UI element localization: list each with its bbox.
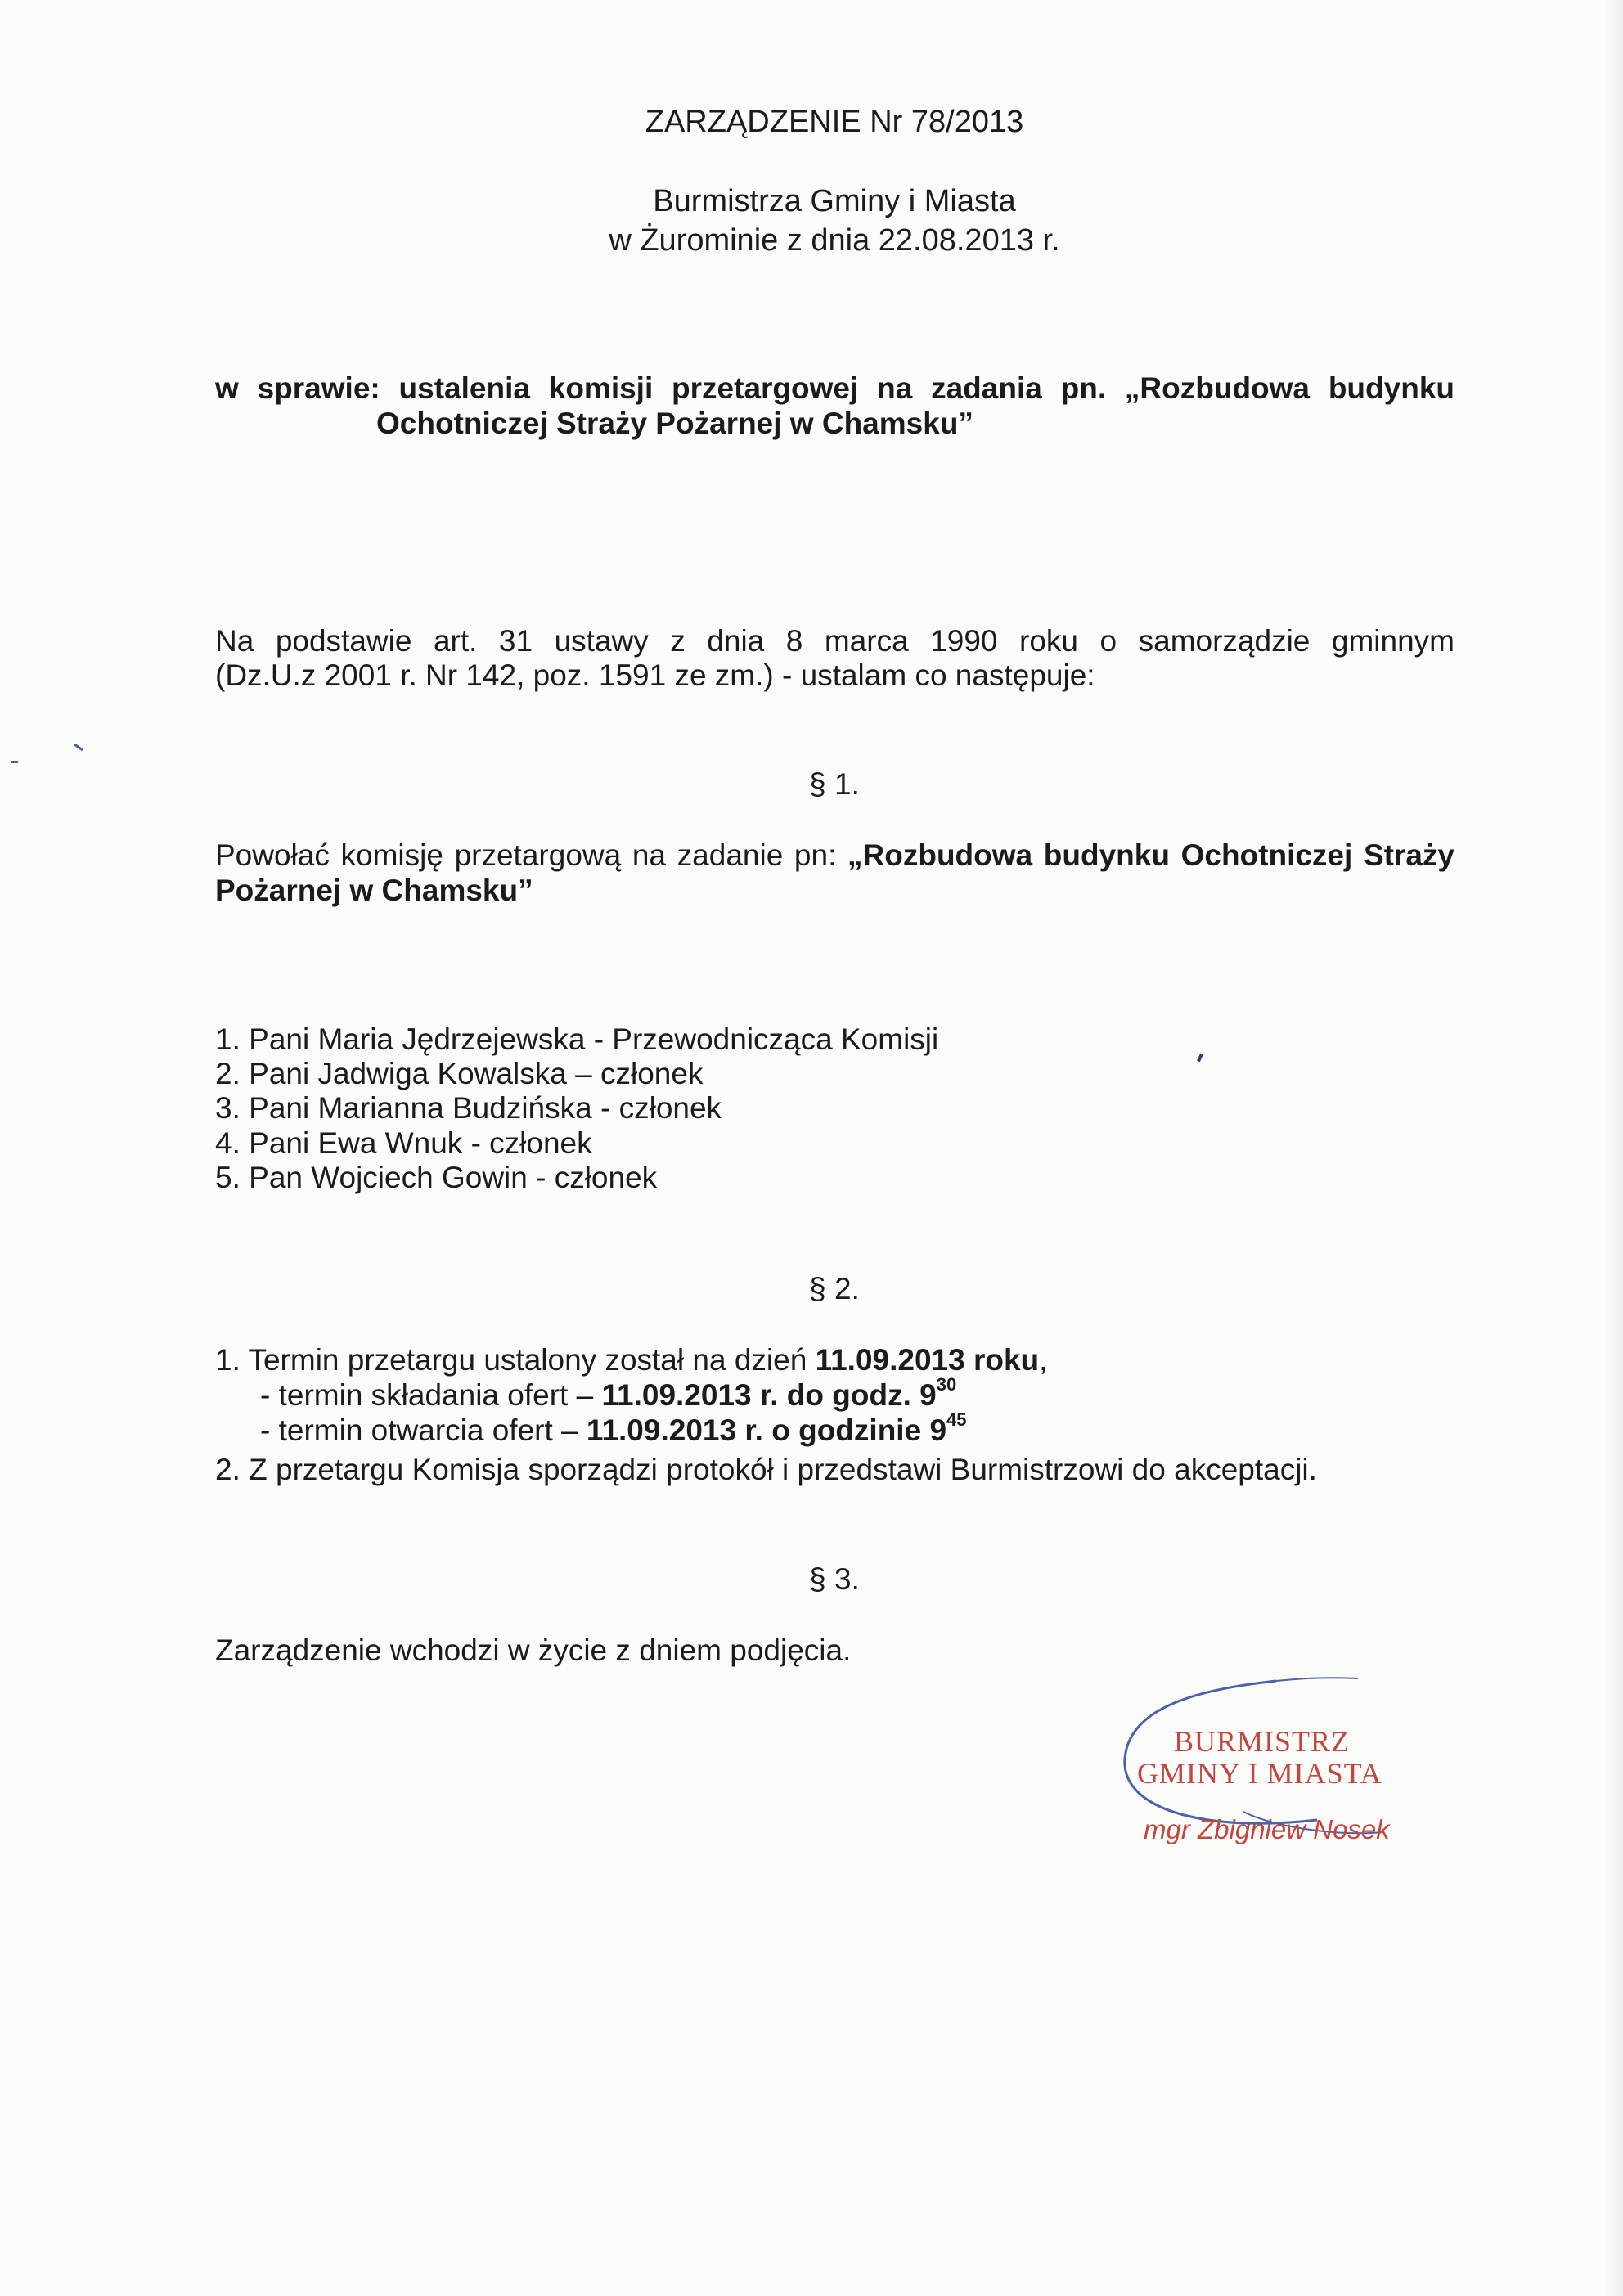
preamble-line-2: (Dz.U.z 2001 r. Nr 142, poz. 1591 ze zm.) - ustalam co następuje:	[215, 658, 1095, 692]
offer-submission-value: 11.09.2013 r. do godz. 9	[601, 1378, 937, 1412]
offer-opening-value: 11.09.2013 r. o godzinie 9	[586, 1413, 947, 1447]
offer-opening-minutes: 45	[946, 1409, 967, 1430]
tender-date-label: 1. Termin przetargu ustalony został na dzień	[215, 1343, 816, 1377]
effective-clause: Zarządzenie wchodzi w życie z dniem podjęcia.	[215, 1633, 852, 1667]
subject-line-1: w sprawie: ustalenia komisji przetargowej na zadania pn. „Rozbudowa budynku	[215, 371, 1454, 405]
protocol-line: 2. Z przetargu Komisja sporządzi protokół i przedstawi Burmistrzowi do akceptacji.	[215, 1453, 1317, 1486]
member-5: 5. Pan Wojciech Gowin - członek	[215, 1161, 658, 1194]
issuer-line-2: w Żurominie z dnia 22.08.2013 r.	[609, 223, 1060, 258]
offer-opening-line	[260, 1409, 967, 1448]
stamp-title: BURMISTRZ	[1174, 1725, 1351, 1758]
stamp-office: GMINY I MIASTA	[1137, 1757, 1382, 1790]
issuer-line-1: Burmistrza Gminy i Miasta	[653, 184, 1016, 218]
section-3-heading: § 3.	[809, 1562, 860, 1596]
subject-line-2: Ochotniczej Straży Pożarnej w Chamsku”	[376, 407, 973, 440]
member-2: 2. Pani Jadwiga Kowalska – członek	[215, 1057, 704, 1090]
offer-submission-line	[260, 1374, 957, 1413]
signature-name: mgr Zbigniew Nosek	[1144, 1814, 1390, 1844]
offer-submission-label: - termin składania ofert –	[260, 1378, 602, 1412]
scan-speck	[11, 761, 18, 763]
member-3: 3. Pani Marianna Budzińska - członek	[215, 1091, 722, 1125]
tender-date-value: 11.09.2013 roku	[815, 1343, 1040, 1377]
tender-date-line	[215, 1343, 1047, 1377]
tender-date-comma: ,	[1039, 1343, 1048, 1377]
offer-submission-minutes: 30	[936, 1374, 957, 1395]
section-1-heading: § 1.	[809, 767, 860, 801]
section-1-line-2: Pożarnej w Chamsku”	[215, 874, 533, 907]
section-1-line-1	[215, 838, 1454, 873]
offer-opening-label: - termin otwarcia ofert –	[260, 1413, 587, 1447]
section-1-task-name: „Rozbudowa budynku Ochotniczej Straży	[847, 838, 1454, 872]
member-1: 1. Pani Maria Jędrzejewska - Przewodnicząca Komisji	[215, 1022, 939, 1056]
section-1-prefix: Powołać komisję przetargową na zadanie pn:	[215, 838, 837, 872]
document-title: ZARZĄDZENIE Nr 78/2013	[645, 105, 1024, 139]
preamble-line-1: Na podstawie art. 31 ustawy z dnia 8 marca 1990 roku o samorządzie gminnym	[215, 624, 1454, 658]
scan-speck	[74, 744, 83, 751]
member-4: 4. Pani Ewa Wnuk - członek	[215, 1126, 592, 1160]
scan-speck	[1197, 1054, 1203, 1063]
scan-shadow	[1605, 0, 1623, 2296]
section-2-heading: § 2.	[809, 1272, 860, 1305]
